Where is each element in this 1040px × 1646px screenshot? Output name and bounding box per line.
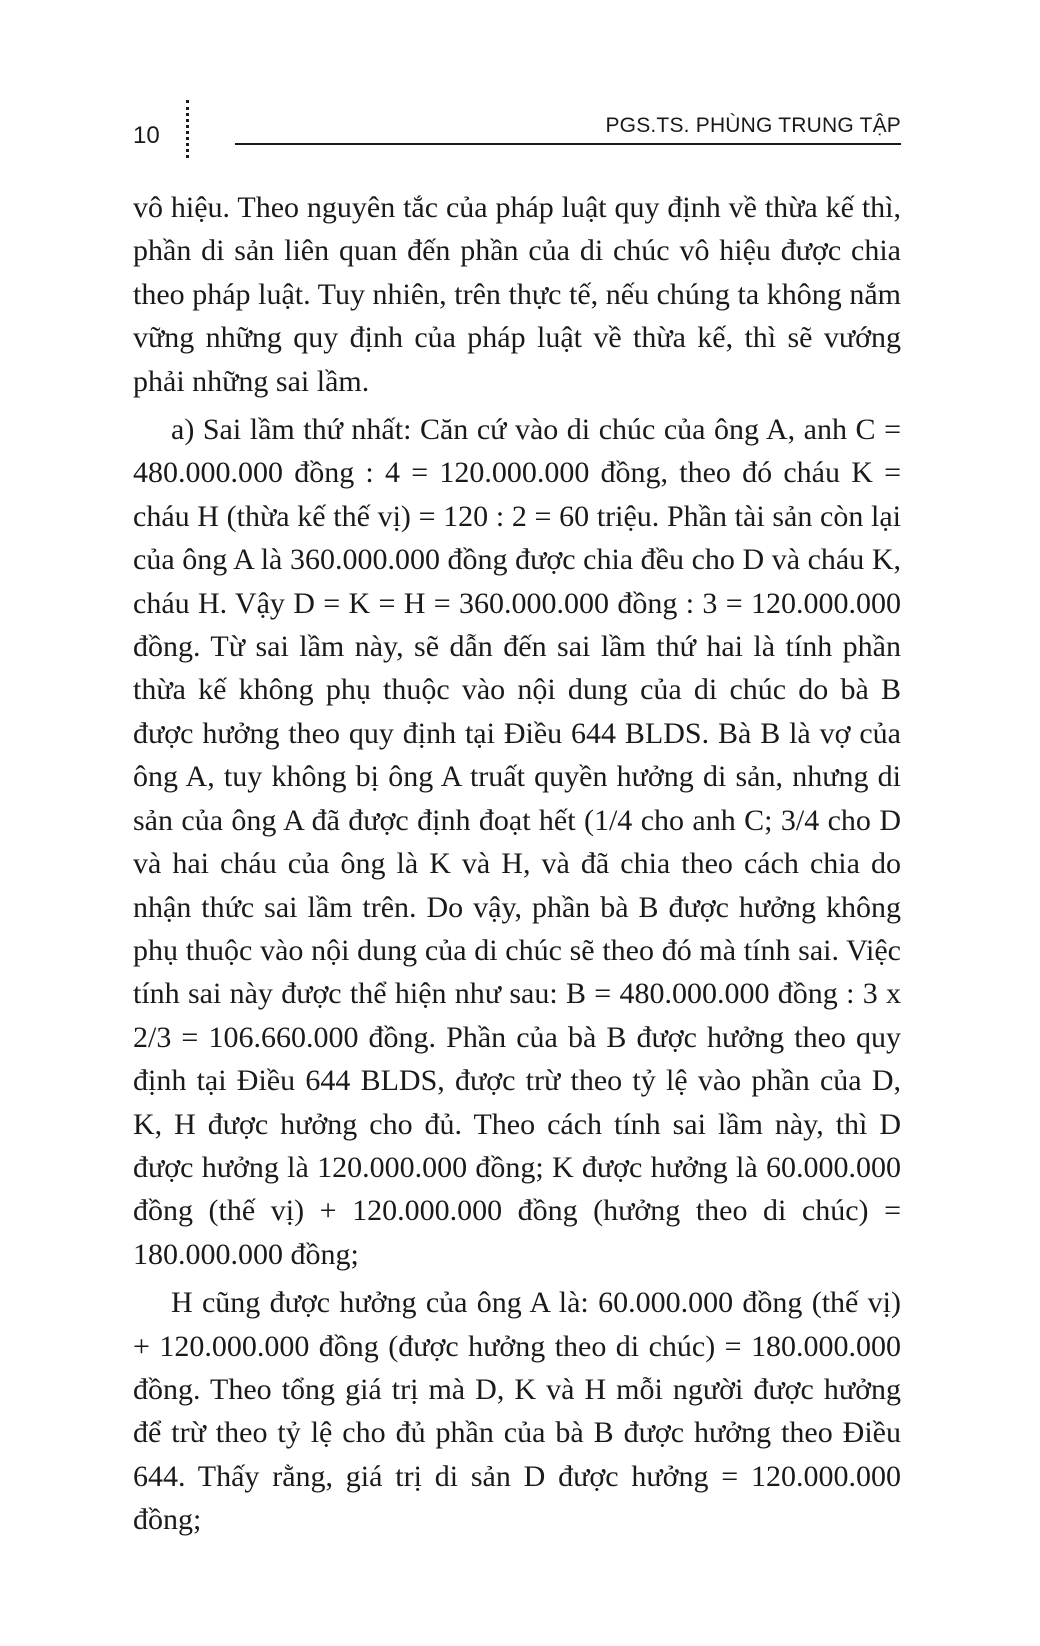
body-text	[133, 186, 901, 1547]
running-head-author: PGS.TS. PHÙNG TRUNG TẬP	[605, 114, 901, 137]
header-divider	[186, 100, 192, 158]
page-number: 10	[133, 122, 160, 149]
paragraph-first-mistake: a) Sai lầm thứ nhất: Căn cứ vào di chúc của ông A, anh C = 480.000.000 đồng : 4 = 120.000.000 đồng, theo đó cháu K = cháu H (thừa kế thế vị) = 120 : 2 = 60 triệu. Phần tài sản còn lại của ông A là 360.000.000 đồng được chia đều cho D và cháu K, cháu H. Vậy D = K = H = 360.000.000 đồng : 3 = 120.000.000 đồng. Từ sai lầm này, sẽ dẫn đến sai lầm thứ hai là tính phần thừa kế không phụ thuộc vào nội dung của di chúc do bà B được hưởng theo quy định tại Điều 644 BLDS. Bà B là vợ của ông A, tuy không bị ông A truất quyền hưởng di sản, nhưng di sản của ông A đã được định đoạt hết (1/4 cho anh C; 3/4 cho D và hai cháu của ông là K và H, và đã chia theo cách chia do nhận thức sai lầm trên. Do vậy, phần bà B được hưởng không phụ thuộc vào nội dung của di chúc sẽ theo đó mà tính sai. Việc tính sai này được thể hiện như sau: B = 480.000.000 đồng : 3 x 2/3 = 106.660.000 đồng. Phần của bà B được hưởng theo quy định tại Điều 644 BLDS, được trừ theo tỷ lệ vào phần của D, K, H được hưởng cho đủ. Theo cách tính sai lầm này, thì D được hưởng là 120.000.000 đồng; K được hưởng là 60.000.000 đồng (thế vị) + 120.000.000 đồng (hưởng theo di chúc) = 180.000.000 đồng;	[133, 413, 901, 1271]
paragraph-continuation: vô hiệu. Theo nguyên tắc của pháp luật quy định về thừa kế thì, phần di sản liên quan đến phần của di chúc vô hiệu được chia theo pháp luật. Tuy nhiên, trên thực tế, nếu chúng ta không nắm vững những quy định của pháp luật về thừa kế, thì sẽ vướng phải những sai lầm.	[133, 191, 901, 398]
page-header	[128, 96, 901, 162]
header-rule	[235, 143, 901, 145]
paragraph-h-share: H cũng được hưởng của ông A là: 60.000.000 đồng (thế vị) + 120.000.000 đồng (được hưởng theo di chúc) = 180.000.000 đồng. Theo tổng giá trị mà D, K và H mỗi người được hưởng để trừ theo tỷ lệ cho đủ phần của bà B được hưởng theo Điều 644. Thấy rằng, giá trị di sản D được hưởng = 120.000.000 đồng;	[133, 1286, 901, 1537]
